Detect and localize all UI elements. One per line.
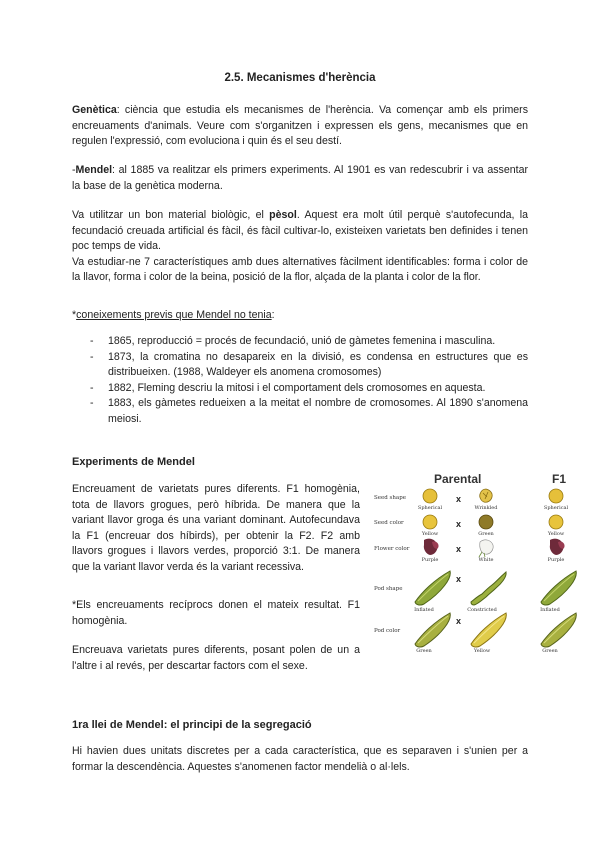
list-item: - 1883, els gàmetes redueixen a la meitat el nombre de cromosomes. Al 1890 s'anomena meiosi.	[90, 396, 528, 427]
list-item: - 1873, la cromatina no desapareix en la divisió, es condensa en estructures que es distribueixen. (1988, Waldeyer els anomena cromosomes)	[90, 350, 528, 381]
caption: Spherical	[417, 505, 443, 511]
caption: Yellow	[547, 531, 565, 537]
list-item: - 1865, reproducció = procés de fecundació, unió de gàmetes femenina i masculina.	[90, 334, 528, 350]
purple-flower-icon	[420, 536, 442, 558]
pesol-term: pèsol	[269, 209, 297, 221]
caption: White	[478, 557, 494, 563]
green-pod-icon	[412, 610, 454, 648]
pesol-before: Va utilitzar un bon material biològic, el	[72, 209, 270, 221]
experiments-text-1: Encreuament de varietats pures diferents. F1 homogènia, tota de llavors grogues, però híbrida. De manera que la variant llavor groga és una variant dominant. Autofecundava la F1 (encreuar dos híbirds), per obtenir la F2. F2 amb llavors grogues i llavors verdes, proporció 3:1. De manera que la variant llavor verda és la variant recessiva.	[72, 483, 360, 573]
cross-symbol: x	[456, 494, 462, 504]
white-flower-icon	[476, 536, 498, 558]
genetica-paragraph	[72, 103, 528, 150]
genetica-text: : ciència que estudia els mecanismes de l'herència. Va començar amb els primers encreuaments d'animals. Veure com s'organitzen i expressen els gens, mecanismes que en regulen l'expressió, com evoluciona i quin és el seu destí.	[72, 104, 528, 147]
green-seed-icon	[478, 514, 494, 530]
wrinkled-seed-icon	[478, 488, 494, 504]
experiments-p1	[72, 482, 360, 575]
cross-symbol: x	[456, 574, 462, 584]
experiments-text-3: Encreuava varietats pures diferents, posant polen de un a l'altre i al revés, per descartar factors com el sexe.	[72, 644, 360, 672]
yellow-seed-icon	[548, 514, 564, 530]
page-title: 2.5. Mecanismes d'herència	[224, 72, 376, 84]
previs-prefix: *	[72, 309, 77, 321]
pea-traits-figure	[368, 468, 580, 658]
caption: Yellow	[421, 531, 439, 537]
parental-heading: Parental	[434, 472, 482, 486]
llei1-paragraph	[72, 744, 528, 775]
previs-underlined: coneixements previs que Mendel no tenia	[76, 309, 272, 321]
row-label-seed-shape: Seed shape	[374, 495, 406, 501]
experiments-p2	[72, 598, 360, 629]
row-label-seed-color: Seed color	[374, 520, 404, 526]
caption: Wrinkled	[474, 505, 498, 511]
llei1-heading: 1ra llei de Mendel: el principi de la segregació	[72, 719, 312, 731]
spherical-seed-icon	[422, 488, 438, 504]
pesol-after: . Aquest era molt útil perquè s'autofecunda, la fecundació creuada artificial és fàcil, és fàcil cultivar-lo, existeixen varietats ben definides i tenen poc temps de vida.	[72, 209, 528, 252]
caption: Constricted	[467, 607, 497, 613]
previs-list	[90, 334, 528, 427]
caption: Purple	[547, 557, 565, 563]
caption: Inflated	[540, 607, 560, 613]
row-label-pod-shape: Pod shape	[374, 586, 403, 592]
row-label-pod-color: Pod color	[374, 628, 401, 634]
spherical-seed-icon	[548, 488, 564, 504]
experiments-p3	[72, 643, 360, 674]
caption: Inflated	[414, 607, 434, 613]
experiments-text-2: *Els encreuaments recíprocs donen el mateix resultat. F1 homogènia.	[72, 599, 360, 627]
mendel-term: Mendel	[75, 164, 113, 176]
cross-symbol: x	[456, 544, 462, 554]
mendel-paragraph	[72, 163, 528, 194]
caption: Spherical	[543, 505, 569, 511]
purple-flower-icon	[546, 536, 568, 558]
previs-suffix: :	[271, 309, 275, 321]
yellow-seed-icon	[422, 514, 438, 530]
caption: Green	[416, 648, 432, 654]
yellow-pod-icon	[468, 610, 510, 648]
previs-heading	[72, 308, 528, 324]
caption: Green	[542, 648, 558, 654]
cross-symbol: x	[456, 519, 462, 529]
list-item: - 1882, Fleming descriu la mitosi i el comportament dels cromosomes en aquesta.	[90, 381, 528, 397]
caption: Green	[478, 531, 494, 537]
constricted-pod-icon	[468, 568, 510, 606]
green-pod-icon	[538, 610, 580, 648]
mendel-text: : al 1885 va realitzar els primers experiments. Al 1901 es van redescubrir i va assentar la base de la genètica moderna.	[72, 164, 528, 192]
experiments-heading: Experiments de Mendel	[72, 456, 195, 468]
llei1-text: Hi havien dues unitats discretes per a cada característica, que es separaven i s'unien per a formar la descendència. Aquestes s'anomenen factor mendelià o al·lels.	[72, 745, 528, 773]
genetica-term: Genètica	[72, 104, 117, 116]
inflated-pod-icon	[538, 568, 580, 606]
caption: Purple	[421, 557, 439, 563]
cross-symbol: x	[456, 616, 462, 626]
f1-heading: F1	[552, 472, 567, 486]
caption: Yellow	[473, 648, 491, 654]
pesol-line2: Va estudiar-ne 7 característiques amb dues alternatives fàcilment identificables: forma i color de la llavor, forma i color de la beina, posició de la flor, alçada de la planta i color de la flor.	[72, 255, 528, 283]
pesol-paragraph	[72, 208, 528, 286]
mendel-prefix: -	[72, 164, 76, 176]
row-label-flower-color: Flower color	[374, 546, 410, 552]
inflated-pod-icon	[412, 568, 454, 606]
